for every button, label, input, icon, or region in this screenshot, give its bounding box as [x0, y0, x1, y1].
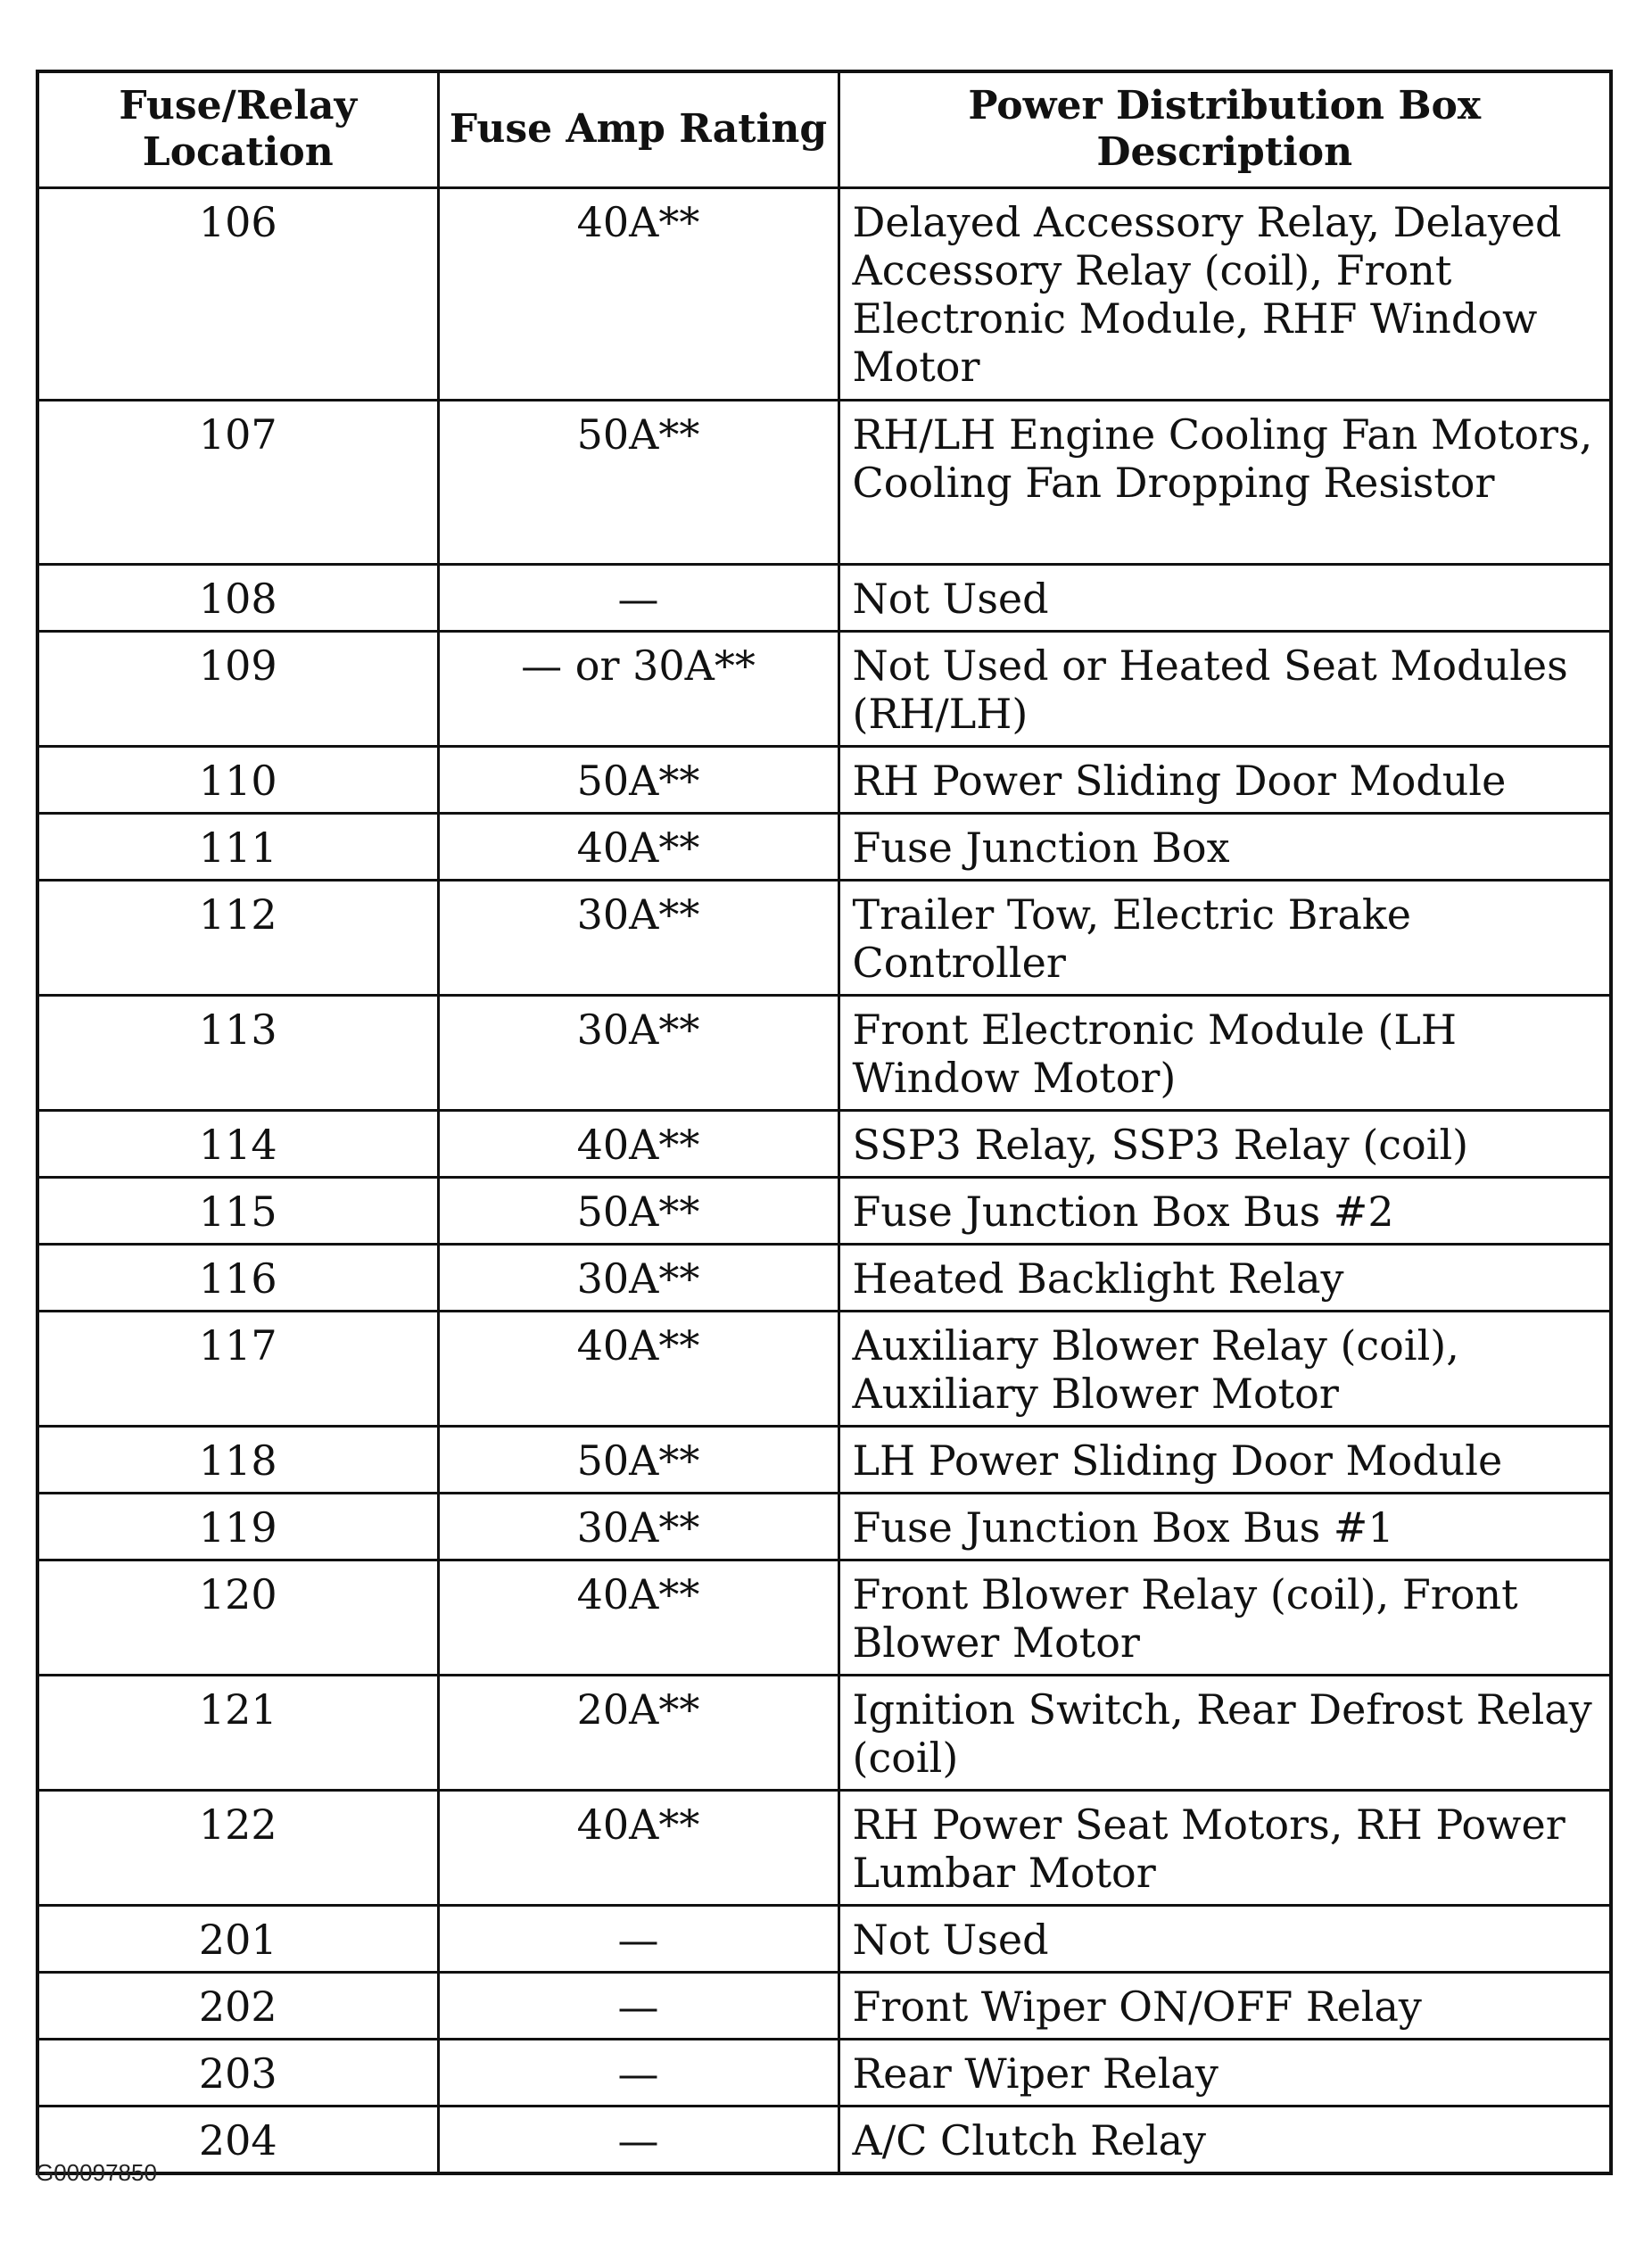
fuse-location-cell: 122 — [37, 1790, 438, 1905]
fuse-amp-cell: 40A** — [438, 1560, 839, 1675]
fuse-description-cell: RH/LH Engine Cooling Fan Motors, Cooling Fan Dropping Resistor — [839, 400, 1611, 564]
fuse-amp-cell: 30A** — [438, 1493, 839, 1560]
table-row — [37, 995, 1611, 1110]
table-row — [37, 1426, 1611, 1493]
fuse-amp-cell: — — [438, 2106, 839, 2173]
fuse-location-cell: 203 — [37, 2039, 438, 2106]
fuse-description-cell: Trailer Tow, Electric Brake Controller — [839, 880, 1611, 995]
table-row — [37, 1177, 1611, 1244]
fuse-amp-cell: 30A** — [438, 880, 839, 995]
fuse-location-cell: 201 — [37, 1905, 438, 1972]
table-row — [37, 1560, 1611, 1675]
fuse-description-cell: Front Electronic Module (LH Window Motor) — [839, 995, 1611, 1110]
figure-code: G00097850 — [36, 2159, 157, 2186]
fuse-amp-cell: 50A** — [438, 1177, 839, 1244]
table-row — [37, 1244, 1611, 1311]
fuse-amp-cell: 40A** — [438, 1311, 839, 1426]
fuse-description-cell: Ignition Switch, Rear Defrost Relay (coil) — [839, 1675, 1611, 1790]
fuse-location-cell: 114 — [37, 1110, 438, 1177]
fuse-amp-cell: — — [438, 2039, 839, 2106]
fuse-amp-cell: 50A** — [438, 1426, 839, 1493]
fuse-location-cell: 116 — [37, 1244, 438, 1311]
fuse-description-cell: SSP3 Relay, SSP3 Relay (coil) — [839, 1110, 1611, 1177]
table-row — [37, 187, 1611, 400]
table-row — [37, 746, 1611, 813]
fuse-description-cell: Fuse Junction Box — [839, 813, 1611, 880]
fuse-description-cell: Not Used — [839, 1905, 1611, 1972]
fuse-description-cell: Rear Wiper Relay — [839, 2039, 1611, 2106]
fuse-amp-cell: 30A** — [438, 995, 839, 1110]
fuse-location-cell: 118 — [37, 1426, 438, 1493]
fuse-relay-table — [36, 70, 1613, 2175]
fuse-amp-cell: 40A** — [438, 813, 839, 880]
table-row — [37, 1311, 1611, 1426]
fuse-location-cell: 115 — [37, 1177, 438, 1244]
fuse-description-cell: Heated Backlight Relay — [839, 1244, 1611, 1311]
fuse-description-cell: Fuse Junction Box Bus #2 — [839, 1177, 1611, 1244]
fuse-amp-cell: — — [438, 1972, 839, 2039]
header-amp-rating: Fuse Amp Rating — [438, 71, 839, 187]
table-row — [37, 2039, 1611, 2106]
table-row — [37, 2106, 1611, 2173]
fuse-amp-cell: 30A** — [438, 1244, 839, 1311]
fuse-location-cell: 110 — [37, 746, 438, 813]
table-row — [37, 1110, 1611, 1177]
fuse-location-cell: 106 — [37, 187, 438, 400]
table-row — [37, 1905, 1611, 1972]
fuse-description-cell: Front Blower Relay (coil), Front Blower Motor — [839, 1560, 1611, 1675]
fuse-location-cell: 117 — [37, 1311, 438, 1426]
fuse-description-cell: A/C Clutch Relay — [839, 2106, 1611, 2173]
table-row — [37, 813, 1611, 880]
fuse-description-cell: Not Used or Heated Seat Modules (RH/LH) — [839, 631, 1611, 746]
fuse-description-cell: RH Power Seat Motors, RH Power Lumbar Motor — [839, 1790, 1611, 1905]
table-row — [37, 631, 1611, 746]
fuse-amp-cell: 50A** — [438, 746, 839, 813]
fuse-location-cell: 111 — [37, 813, 438, 880]
table-row — [37, 880, 1611, 995]
fuse-amp-cell: — — [438, 564, 839, 631]
fuse-description-cell: Fuse Junction Box Bus #1 — [839, 1493, 1611, 1560]
fuse-description-cell: Auxiliary Blower Relay (coil), Auxiliary Blower Motor — [839, 1311, 1611, 1426]
header-location: Fuse/Relay Location — [37, 71, 438, 187]
fuse-amp-cell: — — [438, 1905, 839, 1972]
fuse-location-cell: 108 — [37, 564, 438, 631]
fuse-location-cell: 109 — [37, 631, 438, 746]
fuse-amp-cell: 40A** — [438, 1790, 839, 1905]
fuse-amp-cell: — or 30A** — [438, 631, 839, 746]
table-row — [37, 564, 1611, 631]
table-row — [37, 1972, 1611, 2039]
fuse-description-cell: Delayed Accessory Relay, Delayed Accessory Relay (coil), Front Electronic Module, RHF Window Motor — [839, 187, 1611, 400]
fuse-amp-cell: 20A** — [438, 1675, 839, 1790]
table-row — [37, 1790, 1611, 1905]
table-body — [37, 187, 1611, 2173]
fuse-location-cell: 113 — [37, 995, 438, 1110]
header-description: Power Distribution Box Description — [839, 71, 1611, 187]
fuse-location-cell: 120 — [37, 1560, 438, 1675]
fuse-description-cell: Not Used — [839, 564, 1611, 631]
table-row — [37, 1493, 1611, 1560]
fuse-amp-cell: 40A** — [438, 187, 839, 400]
fuse-description-cell: LH Power Sliding Door Module — [839, 1426, 1611, 1493]
fuse-location-cell: 121 — [37, 1675, 438, 1790]
table-header-row — [37, 71, 1611, 187]
fuse-location-cell: 204 — [37, 2106, 438, 2173]
fuse-location-cell: 107 — [37, 400, 438, 564]
fuse-description-cell: RH Power Sliding Door Module — [839, 746, 1611, 813]
fuse-amp-cell: 40A** — [438, 1110, 839, 1177]
fuse-amp-cell: 50A** — [438, 400, 839, 564]
fuse-location-cell: 202 — [37, 1972, 438, 2039]
table-row — [37, 400, 1611, 564]
fuse-description-cell: Front Wiper ON/OFF Relay — [839, 1972, 1611, 2039]
fuse-location-cell: 112 — [37, 880, 438, 995]
fuse-location-cell: 119 — [37, 1493, 438, 1560]
table-row — [37, 1675, 1611, 1790]
